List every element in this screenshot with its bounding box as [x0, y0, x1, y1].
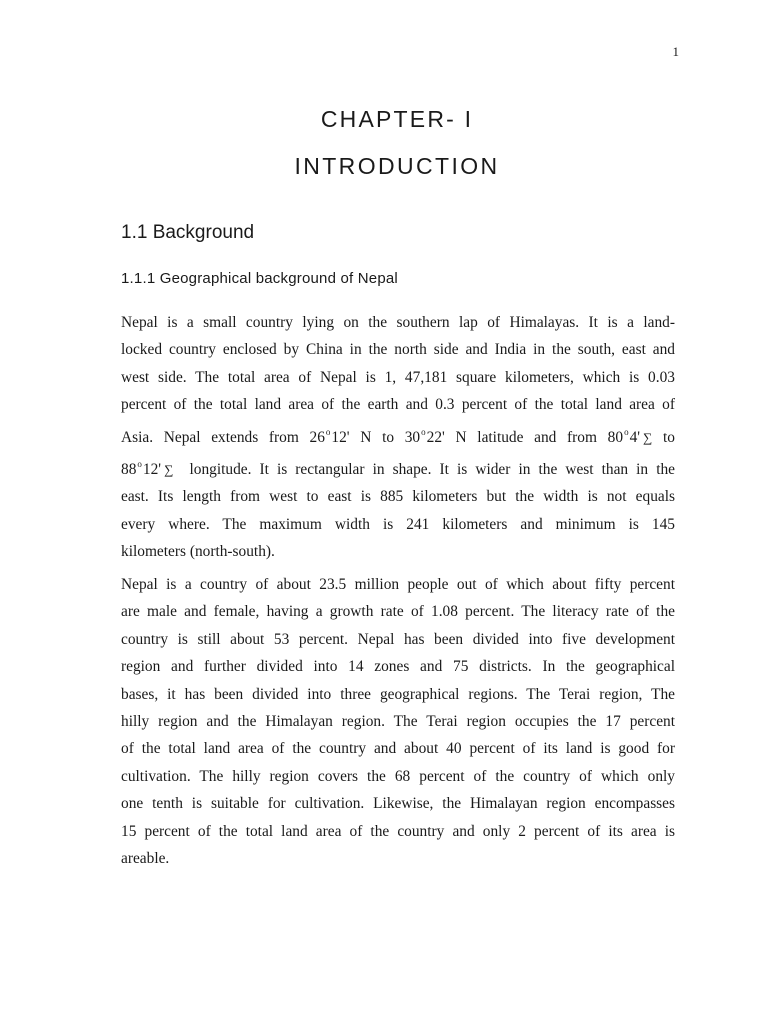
text-line: are male and female, having a growth rate of 1.08 percent. The literacy rate of the	[121, 603, 675, 621]
chapter-label: CHAPTER- I	[320, 106, 474, 132]
text-line: Nepal is a country of about 23.5 million people out of which about fifty percent	[121, 576, 675, 593]
text-line: east. Its length from west to east is 885 kilometers but the width is not equals	[121, 488, 675, 506]
subsection-heading: 1.1.1 Geographical background of Nepal	[121, 270, 398, 287]
text-line: one tenth is suitable for cultivation. Likewise, the Himalayan region encompasses	[121, 795, 675, 813]
text-line: west side. The total area of Nepal is 1, 47,181 square kilometers, which is 0.03	[121, 368, 675, 386]
page-number: 1	[672, 44, 679, 59]
sigma-symbol: ∑	[164, 462, 174, 478]
text-fragment: to	[663, 428, 675, 446]
text-fragment: Asia. Nepal extends from 26	[121, 428, 325, 446]
text-fragment: 88	[121, 461, 137, 479]
text-line: percent of the total land area of the earth and 0.3 percent of the total land area of	[121, 396, 675, 414]
text-fragment: 22' N latitude and from 80	[426, 428, 624, 446]
section-heading: 1.1 Background	[121, 222, 255, 243]
text-fragment: 12'	[142, 461, 162, 479]
text-line: Nepal is a small country lying on the southern lap of Himalayas. It is a land-	[121, 314, 675, 331]
paragraph-geography	[121, 309, 675, 566]
text-line: hilly region and the Himalayan region. The Terai region occupies the 17 percent	[121, 713, 675, 731]
text-line-longitude	[121, 451, 675, 483]
text-fragment: 12' N to 30	[331, 428, 421, 446]
chapter-title: INTRODUCTION	[294, 153, 500, 179]
text-fragment: 4'	[629, 428, 641, 446]
text-line-coordinates	[121, 419, 675, 451]
text-fragment: longitude. It is rectangular in shape. It is wider in the west than in the	[189, 461, 675, 479]
text-line: kilometers (north-south).	[121, 543, 275, 561]
text-line: cultivation. The hilly region covers the 68 percent of the country of which only	[121, 767, 675, 785]
text-line: region and further divided into 14 zones and 75 districts. In the geographical	[121, 658, 675, 676]
sigma-symbol: ∑	[643, 429, 653, 445]
text-line: locked country enclosed by China in the north side and India in the south, east and	[121, 341, 675, 359]
degree-symbol: o	[421, 426, 426, 437]
text-line: areable.	[121, 850, 170, 868]
text-line: every where. The maximum width is 241 kilometers and minimum is 145	[121, 515, 675, 533]
degree-symbol: o	[325, 426, 331, 437]
text-line: 15 percent of the total land area of the country and only 2 percent of its area is	[121, 822, 675, 840]
degree-symbol: o	[624, 426, 629, 437]
text-line: bases, it has been divided into three geographical regions. The Terai region, The	[121, 685, 675, 703]
text-line: of the total land area of the country and about 40 percent of its land is good for	[121, 740, 675, 758]
text-line: country is still about 53 percent. Nepal has been divided into five development	[121, 630, 675, 648]
paragraph-population	[121, 571, 675, 872]
degree-symbol: o	[137, 459, 142, 470]
